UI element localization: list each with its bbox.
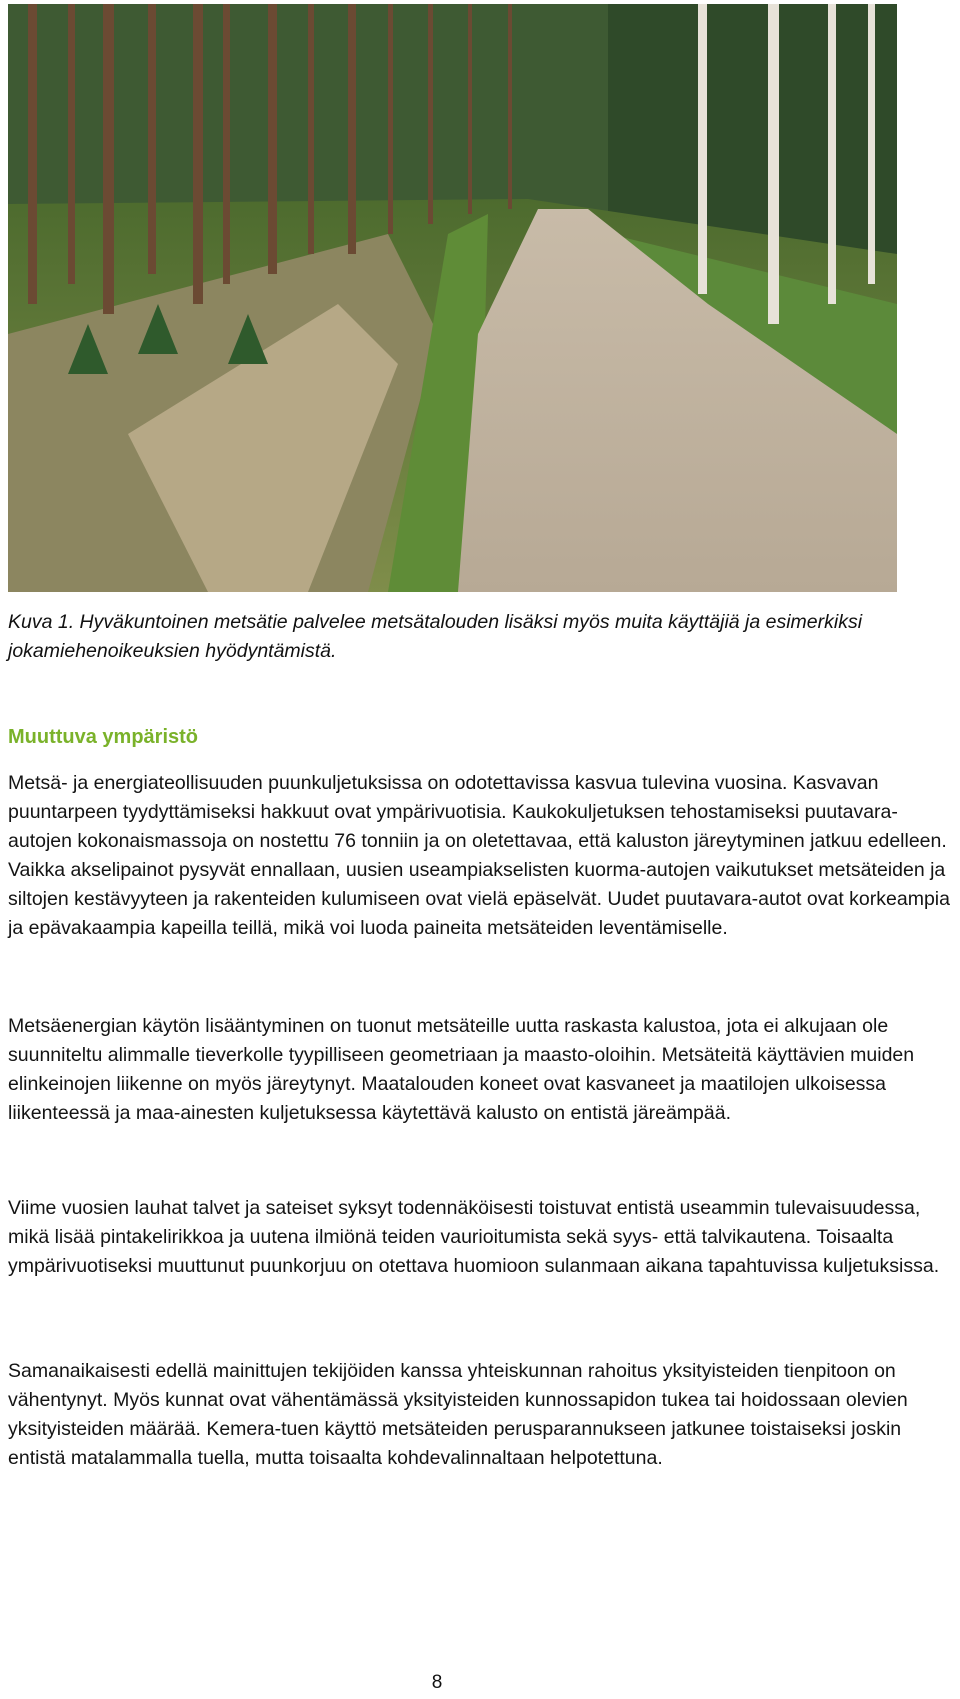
- page-number: 8: [431, 1672, 443, 1693]
- figure-caption: Kuva 1. Hyväkuntoinen metsätie palvelee metsätalouden lisäksi myös muita käyttäjiä ja esimerkiksi jokamiehenoikeuksien hyödyntämistä.: [8, 611, 863, 662]
- paragraph-3: Viime vuosien lauhat talvet ja sateiset syksyt todennäköisesti toistuvat entistä useammin tulevaisuudessa, mikä lisää pintakelirikkoa ja uutena ilmiönä teiden vaurioitumista sekä syys- että talvikautena. Toisaalta ympärivuotiseksi muuttunut puunkorjuu on otettava huomioon sulanmaan aikana tapahtuvissa kuljetuksissa.: [8, 1197, 940, 1277]
- paragraph-4: Samanaikaisesti edellä mainittujen tekijöiden kanssa yhteiskunnan rahoitus yksityisteiden tienpitoon on vähentynyt. Myös kunnat ovat vähentämässä yksityisteiden kunnossapidon tukea tai hoidossaan olevien yksityisteiden määrää. Kemera-tuen käyttö metsäteiden perusparannukseen jatkunee toistaiseksi joskin entistä matalammalla tuella, mutta toisaalta kohdevalinnaltaan helpotettuna.: [8, 1360, 908, 1469]
- paragraph-1: Metsä- ja energiateollisuuden puunkuljetuksissa on odotettavissa kasvua tulevina vuosina. Kasvavan puuntarpeen tyydyttämiseksi hakkuut ovat ympärivuotisia. Kaukokuljetuksen tehostamiseksi puutavara-autojen kokonaismassoja on nostettu 76 tonniin ja on oletettavaa, että kaluston järeytyminen jatkuu edelleen. Vaikka akselipainot pysyvät ennallaan, uusien useampiakselisten kuorma-autojen vaikutukset metsäteiden ja siltojen kestävyyteen ja rakenteiden kulumiseen ovat vielä epäselvät. Uudet puutavara-autot ovat korkeampia ja epävakaampia kapeilla teillä, mikä voi luoda paineita metsäteiden leventämiselle.: [8, 772, 950, 939]
- forest-road-photo: [8, 4, 897, 592]
- section-heading: Muuttuva ympäristö: [8, 726, 199, 748]
- paragraph-2: Metsäenergian käytön lisääntyminen on tuonut metsäteille uutta raskasta kalustoa, jota ei alkujaan ole suunniteltu alimmalle tieverkolle tyypilliseen geometriaan ja maasto-oloihin. Metsäteitä käyttävien muiden elinkeinojen liikenne on myös järeytynyt. Maatalouden koneet ovat kasvaneet ja maatilojen ulkoisessa liikenteessä ja maa-ainesten kuljetuksessa käytettävä kalusto on entistä järeämpää.: [8, 1015, 915, 1124]
- forest-road-illustration: [8, 4, 897, 592]
